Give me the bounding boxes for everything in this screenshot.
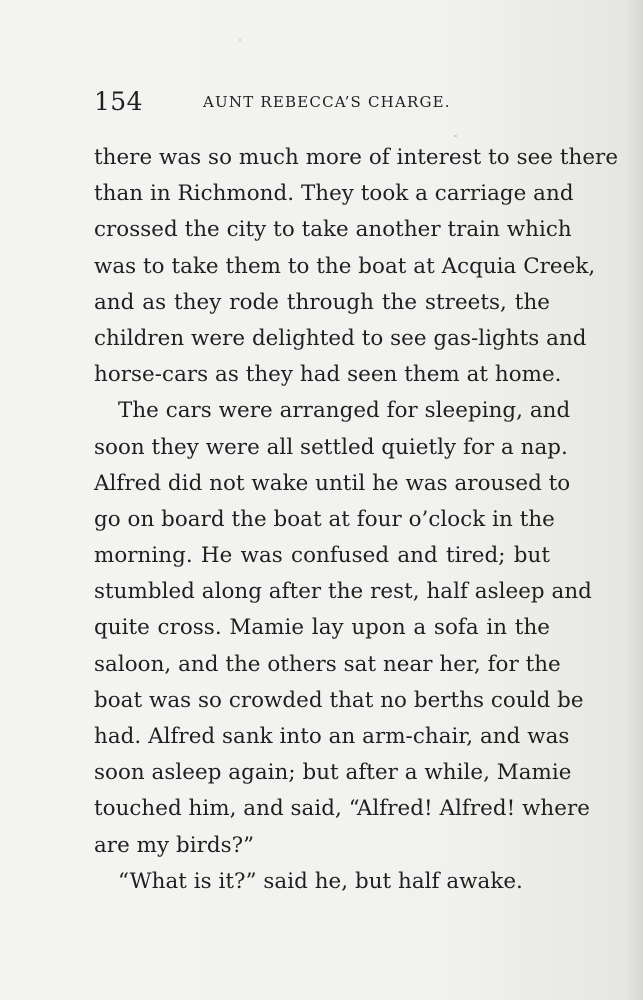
paper-speck xyxy=(454,135,457,137)
text-line: The cars were arranged for sleeping, and xyxy=(118,398,571,424)
body-text xyxy=(94,140,619,900)
text-line: horse-cars as they had seen them at home. xyxy=(94,362,562,388)
text-line: go on board the boat at four o’clock in the xyxy=(94,506,555,532)
text-line: soon they were all settled quietly for a nap. xyxy=(94,434,568,460)
text-line: saloon, and the others sat near her, for the xyxy=(94,651,561,677)
text-line: had. Alfred sank into an arm-chair, and was xyxy=(94,724,570,749)
text-line: are my birds?” xyxy=(94,832,255,858)
text-line: crossed the city to take another train which xyxy=(94,217,572,243)
page-header xyxy=(94,88,550,128)
text-line: soon asleep again; but after a while, Mamie xyxy=(94,760,572,786)
text-line: there was so much more of interest to see there xyxy=(94,145,619,170)
text-line: touched him, and said, “Alfred! Alfred! where xyxy=(94,796,590,822)
text-line: and as they rode through the streets, the xyxy=(94,289,550,315)
text-line: children were delighted to see gas-lights and xyxy=(94,325,587,351)
page-number: 154 xyxy=(94,87,143,116)
running-title: AUNT REBECCA’S CHARGE. xyxy=(203,93,451,111)
text-line: stumbled along after the rest, half asleep and xyxy=(94,579,592,605)
paper-speck xyxy=(239,39,241,41)
text-line: “What is it?” said he, but half awake. xyxy=(118,868,523,894)
paper-speck xyxy=(540,776,542,778)
text-line: was to take them to the boat at Acquia Creek, xyxy=(94,253,596,279)
text-line: quite cross. Mamie lay upon a sofa in the xyxy=(94,615,550,641)
text-line: morning. He was confused and tired; but xyxy=(94,543,550,569)
text-line: boat was so crowded that no berths could be xyxy=(94,687,584,713)
text-line: than in Richmond. They took a carriage and xyxy=(94,181,574,207)
text-line: Alfred did not wake until he was aroused to xyxy=(94,470,571,496)
